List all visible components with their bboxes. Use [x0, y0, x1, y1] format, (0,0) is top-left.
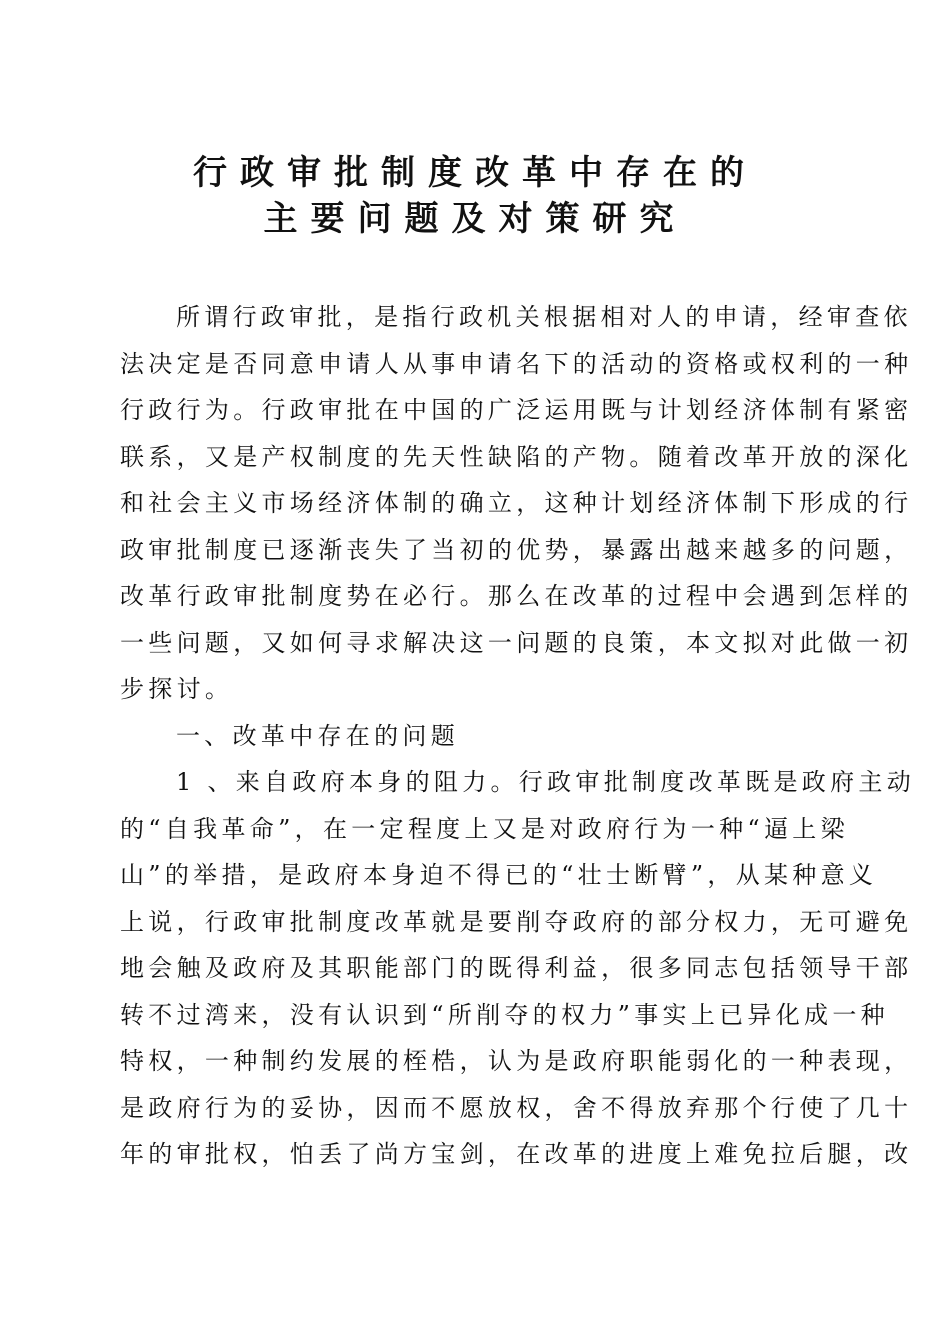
- text-line: 1 、来自政府本身的阻力。行政审批制度改革既是政府主动: [176, 768, 915, 796]
- text-line: 上说，行政审批制度改革就是要削夺政府的部分权力，无可避免: [120, 907, 913, 936]
- text-line: 政审批制度已逐渐丧失了当初的优势，暴露出越来越多的问题，: [120, 535, 913, 564]
- paragraph-point-1: [120, 759, 915, 1178]
- title-line-1: 行政审批制度改革中存在的: [193, 153, 757, 193]
- text-line: 的“自我革命”，在一定程度上又是对政府行为一种“逼上梁: [120, 814, 849, 843]
- title-line-2: 主要问题及对策研究: [263, 199, 687, 239]
- text-line: 改革行政审批制度势在必行。那么在改革的过程中会遇到怎样的: [120, 582, 913, 610]
- text-line: 一些问题，又如何寻求解决这一问题的良策，本文拟对此做一初: [120, 628, 913, 657]
- text-line: 转不过湾来，没有认识到“所削夺的权力”事实上已异化成一种: [120, 1000, 889, 1029]
- text-line: 是政府行为的妥协，因而不愿放权，舍不得放弃那个行使了几十: [120, 1093, 913, 1122]
- document-title: [120, 150, 830, 242]
- text-line: 地会触及政府及其职能部门的既得利益，很多同志包括领导干部: [120, 954, 913, 982]
- text-line: 联系，又是产权制度的先天性缺陷的产物。随着改革开放的深化: [120, 442, 913, 471]
- text-line: 行政行为。行政审批在中国的广泛运用既与计划经济体制有紧密: [120, 396, 913, 424]
- paragraph-intro: [120, 294, 913, 713]
- heading-line: 一、改革中存在的问题: [176, 721, 459, 750]
- text-line: 特权，一种制约发展的桎梏，认为是政府职能弱化的一种表现，: [120, 1047, 913, 1075]
- text-line: 年的审批权，怕丢了尚方宝剑，在改革的进度上难免拉后腿，改: [120, 1140, 913, 1168]
- text-line: 和社会主义市场经济体制的确立，这种计划经济体制下形成的行: [120, 489, 913, 517]
- text-line: 所谓行政审批，是指行政机关根据相对人的申请，经审查依: [176, 303, 912, 331]
- document-body: [120, 294, 915, 1178]
- text-line: 步探讨。: [120, 675, 234, 703]
- text-line: 山”的举措，是政府本身迫不得已的“壮士断臂”，从某种意义: [120, 861, 878, 889]
- section-heading: [120, 713, 832, 760]
- text-line: 法决定是否同意申请人从事申请名下的活动的资格或权利的一种: [120, 349, 913, 378]
